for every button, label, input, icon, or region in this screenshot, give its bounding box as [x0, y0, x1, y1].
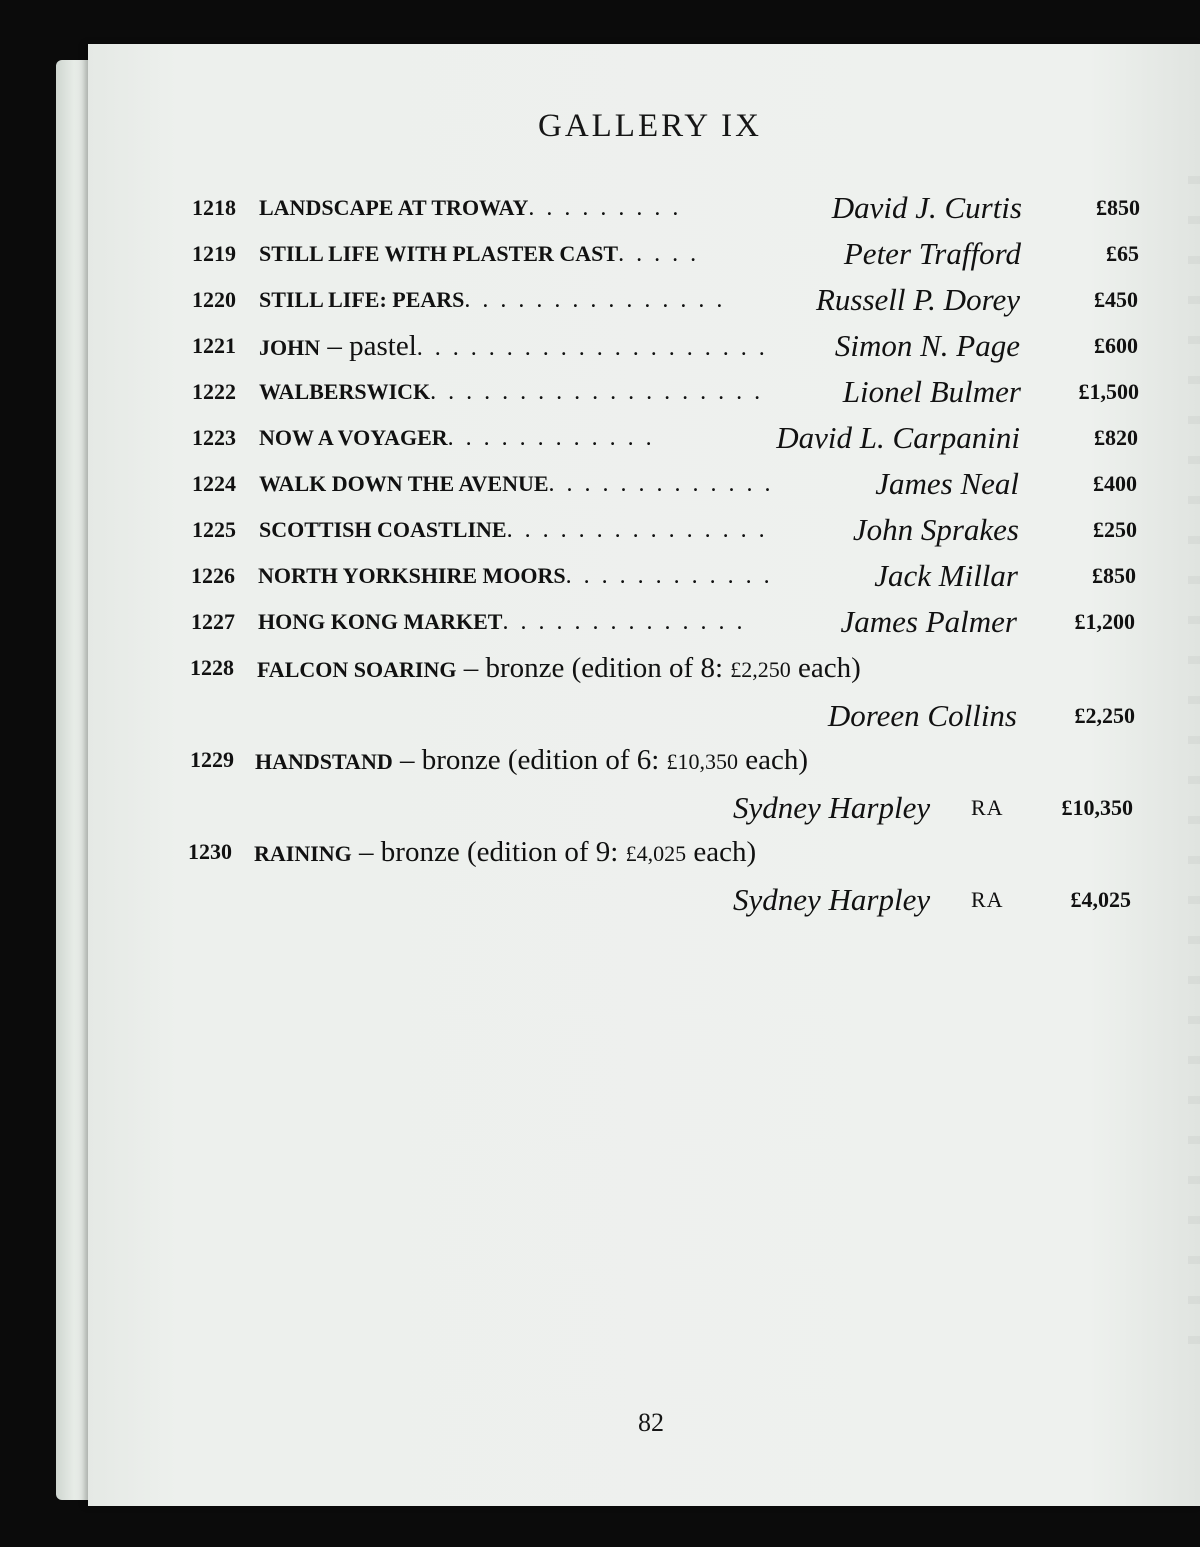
- entry-artist: Peter Trafford: [843, 236, 1021, 271]
- artist-name: Sydney Harpley: [733, 790, 931, 825]
- entry-price: £450: [1094, 287, 1138, 312]
- entry-1230-attribution: [190, 880, 1131, 920]
- entry-title: FALCON SOARING: [257, 657, 457, 682]
- entry-1222: [192, 372, 1139, 412]
- entry-price: £4,025: [1070, 887, 1131, 912]
- entry-price: £1,500: [1078, 379, 1139, 404]
- dot-leader: . . . . . . . . .: [528, 195, 682, 221]
- dot-leader: . . . . . . . . . . . . . . . . . . .: [430, 379, 764, 405]
- entry-number: 1230: [188, 839, 232, 864]
- entry-1218: [192, 188, 1140, 228]
- entry-artist: Jack Millar: [874, 558, 1018, 593]
- edition-price: £2,250: [730, 657, 791, 682]
- entry-title-wrap: [259, 418, 655, 458]
- entry-title: NOW A VOYAGER: [259, 425, 448, 450]
- entry-number: 1221: [192, 333, 236, 358]
- medium-text-end: each): [790, 652, 861, 684]
- entry-title-wrap: [259, 510, 768, 550]
- entry-number: 1226: [191, 563, 235, 588]
- entry-title: STILL LIFE WITH PLASTER CAST: [259, 241, 619, 266]
- entry-title-wrap: [258, 556, 773, 596]
- entry-price: £250: [1093, 517, 1137, 542]
- entry-title: SCOTTISH COASTLINE: [259, 517, 507, 542]
- entry-artist: Russell P. Dorey: [815, 282, 1020, 317]
- dot-leader: . . . . . . . . . . . . . . .: [464, 287, 726, 313]
- entry-title: RAINING: [254, 841, 352, 866]
- entry-title: HONG KONG MARKET: [258, 609, 503, 634]
- entry-medium: [352, 836, 756, 868]
- entry-number: 1222: [192, 379, 236, 404]
- entry-1227: [191, 602, 1135, 642]
- entry-title-wrap: [259, 188, 681, 228]
- entry-title-wrap: [257, 648, 861, 690]
- dot-leader: . . . . . . . . . . . . . .: [502, 609, 746, 635]
- medium-text-end: each): [738, 744, 809, 776]
- entry-1221: [192, 326, 1138, 366]
- entry-number: 1219: [192, 241, 236, 266]
- entry-title-wrap: [259, 372, 763, 412]
- entry-price: £65: [1106, 241, 1139, 266]
- dot-leader: . . . . . . . . . . . . .: [548, 471, 774, 497]
- entry-price: £600: [1094, 333, 1138, 358]
- artist-name: Doreen Collins: [827, 698, 1017, 733]
- entry-number: 1220: [192, 287, 236, 312]
- artist-honour: RA: [971, 795, 1004, 820]
- entry-price: £820: [1094, 425, 1138, 450]
- entry-title: WALK DOWN THE AVENUE: [259, 471, 549, 496]
- entry-title: STILL LIFE: PEARS: [259, 287, 465, 312]
- entry-medium: [393, 744, 808, 776]
- entry-1226: [191, 556, 1136, 596]
- entry-medium: – pastel: [320, 330, 417, 362]
- entry-1219: [192, 234, 1139, 274]
- entry-number: 1227: [191, 609, 235, 634]
- entry-number: 1228: [190, 655, 234, 680]
- edition-price: £10,350: [666, 749, 739, 774]
- entry-price: £1,200: [1074, 609, 1135, 634]
- entry-artist: James Palmer: [840, 604, 1017, 639]
- entry-title: WALBERSWICK: [259, 379, 431, 404]
- entry-number: 1225: [192, 517, 236, 542]
- entry-title: LANDSCAPE AT TROWAY: [259, 195, 529, 220]
- entry-title-wrap: [259, 464, 774, 504]
- entry-artist: David J. Curtis: [831, 190, 1022, 225]
- medium-text: – bronze (edition of 9:: [351, 836, 626, 868]
- entry-artist: John Sprakes: [852, 512, 1019, 547]
- entry-price: £850: [1096, 195, 1140, 220]
- entry-number: 1223: [192, 425, 236, 450]
- entry-1220: [192, 280, 1138, 320]
- artist-honour: RA: [971, 887, 1004, 912]
- entry-title: JOHN: [259, 335, 321, 360]
- entry-artist: David L. Carpanini: [776, 420, 1020, 455]
- gallery-title: GALLERY IX: [537, 108, 762, 144]
- entry-price: £10,350: [1061, 795, 1133, 820]
- entry-title-wrap: [258, 602, 745, 642]
- medium-text: – bronze (edition of 6:: [392, 744, 667, 776]
- entry-artist: Simon N. Page: [834, 328, 1020, 363]
- entry-price: £850: [1092, 563, 1136, 588]
- entry-1229-attribution: [190, 788, 1133, 828]
- entry-number: 1224: [192, 471, 236, 496]
- dot-leader: . . . . . . . . . . . .: [447, 425, 655, 451]
- entry-1229: [190, 740, 1135, 780]
- dot-leader: . . . . .: [618, 241, 700, 267]
- entry-1223: [192, 418, 1138, 458]
- medium-text-end: each): [686, 836, 757, 868]
- entry-number: 1229: [190, 747, 234, 772]
- entry-title-wrap: [259, 326, 768, 368]
- entry-number: 1218: [192, 195, 236, 220]
- bleed-through-shadow: [1188, 144, 1200, 1344]
- medium-text: – bronze (edition of 8:: [456, 652, 731, 684]
- entry-title-wrap: [254, 832, 756, 874]
- entry-title-wrap: [259, 280, 725, 320]
- entry-price: £400: [1093, 471, 1137, 496]
- entry-1228-attribution: [190, 696, 1135, 736]
- page-number: 82: [638, 1408, 664, 1437]
- entry-price: £2,250: [1074, 703, 1135, 728]
- entry-1225: [192, 510, 1137, 550]
- artist-name: Sydney Harpley: [733, 882, 931, 917]
- dot-leader: . . . . . . . . . . . .: [565, 563, 773, 589]
- entry-title-wrap: [255, 740, 808, 782]
- entry-title: HANDSTAND: [255, 749, 393, 774]
- entry-title-wrap: [259, 234, 699, 274]
- entry-artist: James Neal: [875, 466, 1019, 501]
- entry-artist: Lionel Bulmer: [842, 374, 1021, 409]
- entry-medium: [456, 652, 860, 684]
- entry-title: NORTH YORKSHIRE MOORS: [258, 563, 566, 588]
- entry-artist: [828, 696, 1017, 736]
- entry-1224: [192, 464, 1137, 504]
- entry-1228: [190, 648, 1135, 688]
- entry-1230: [188, 832, 1133, 872]
- dot-leader: . . . . . . . . . . . . . . .: [506, 517, 768, 543]
- edition-price: £4,025: [625, 841, 687, 866]
- dot-leader: . . . . . . . . . . . . . . . . . . . .: [416, 335, 768, 361]
